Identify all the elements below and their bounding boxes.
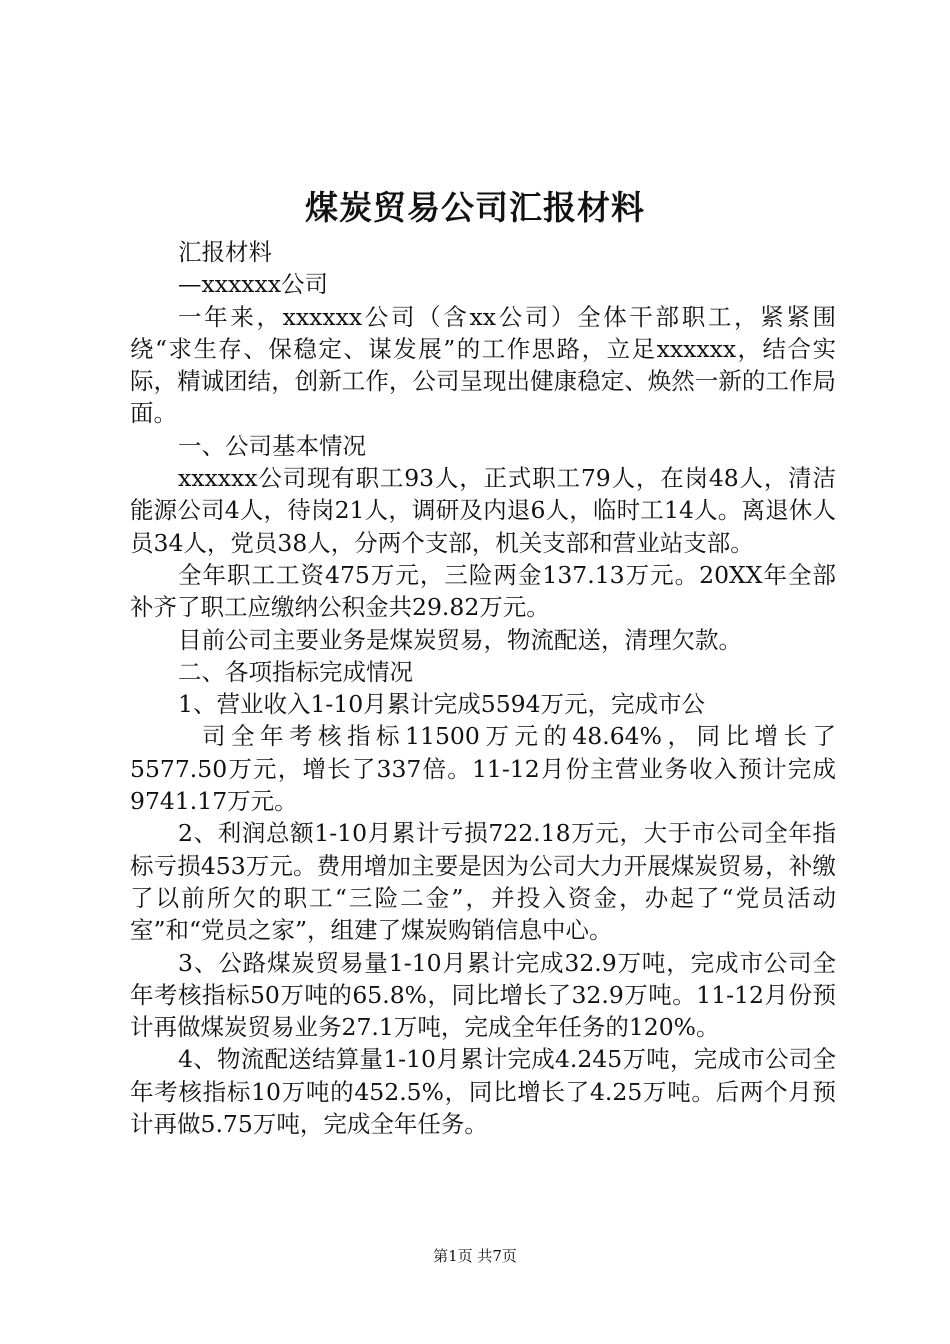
- paragraph: 汇报材料: [178, 238, 272, 266]
- paragraph: 一年来，xxxxxx公司（含xx公司）全体干部职工，紧紧围绕“求生存、保稳定、谋发展”的工作思路，立足xxxxxx，结合实际，精诚团结，创新工作，公司呈现出健康稳定、焕然一新的工作局面。: [130, 302, 836, 428]
- paragraph: 司全年考核指标11500万元的48.64%，同比增长了5577.50万元，增长了337倍。11-12月份主营业务收入预计完成9741.17万元。: [130, 722, 836, 816]
- paragraph: 3、公路煤炭贸易量1-10月累计完成32.9万吨，完成市公司全年考核指标50万吨的65.8%，同比增长了32.9万吨。11-12月份预计再做煤炭贸易业务27.1万吨，完成全年任务的120%。: [130, 948, 836, 1042]
- section-heading: 二、各项指标完成情况: [178, 657, 413, 686]
- paragraph: 4、物流配送结算量1-10月累计完成4.245万吨，完成市公司全年考核指标10万吨的452.5%，同比增长了4.25万吨。后两个月预计再做5.75万吨，完成全年任务。: [130, 1045, 836, 1139]
- page-footer: 第1页 共7页: [433, 1247, 517, 1265]
- paragraph: xxxxxx公司现有职工93人，正式职工79人，在岗48人，清洁能源公司4人，待岗21人，调研及内退6人，临时工14人。离退休人员34人，党员38人，分两个支部，机关支部和营业站支部。: [130, 464, 836, 557]
- document-body: [130, 236, 836, 1140]
- paragraph: 2、利润总额1-10月累计亏损722.18万元，大于市公司全年指标亏损453万元。费用增加主要是因为公司大力开展煤炭贸易，补缴了以前所欠的职工“三险二金”，并投入资金，办起了“党员活动室”和“党员之家”，组建了煤炭购销信息中心。: [130, 819, 836, 945]
- paragraph: 1、营业收入1-10月累计完成5594万元，完成市公: [178, 690, 706, 719]
- paragraph: 全年职工工资475万元，三险两金137.13万元。20XX年全部补齐了职工应缴纳公积金共29.82万元。: [130, 560, 836, 622]
- document-title: 煤炭贸易公司汇报材料: [305, 188, 645, 227]
- paragraph: —xxxxxx公司: [178, 270, 329, 299]
- paragraph: 目前公司主要业务是煤炭贸易，物流配送，清理欠款。: [178, 625, 742, 654]
- section-heading: 一、公司基本情况: [178, 431, 366, 460]
